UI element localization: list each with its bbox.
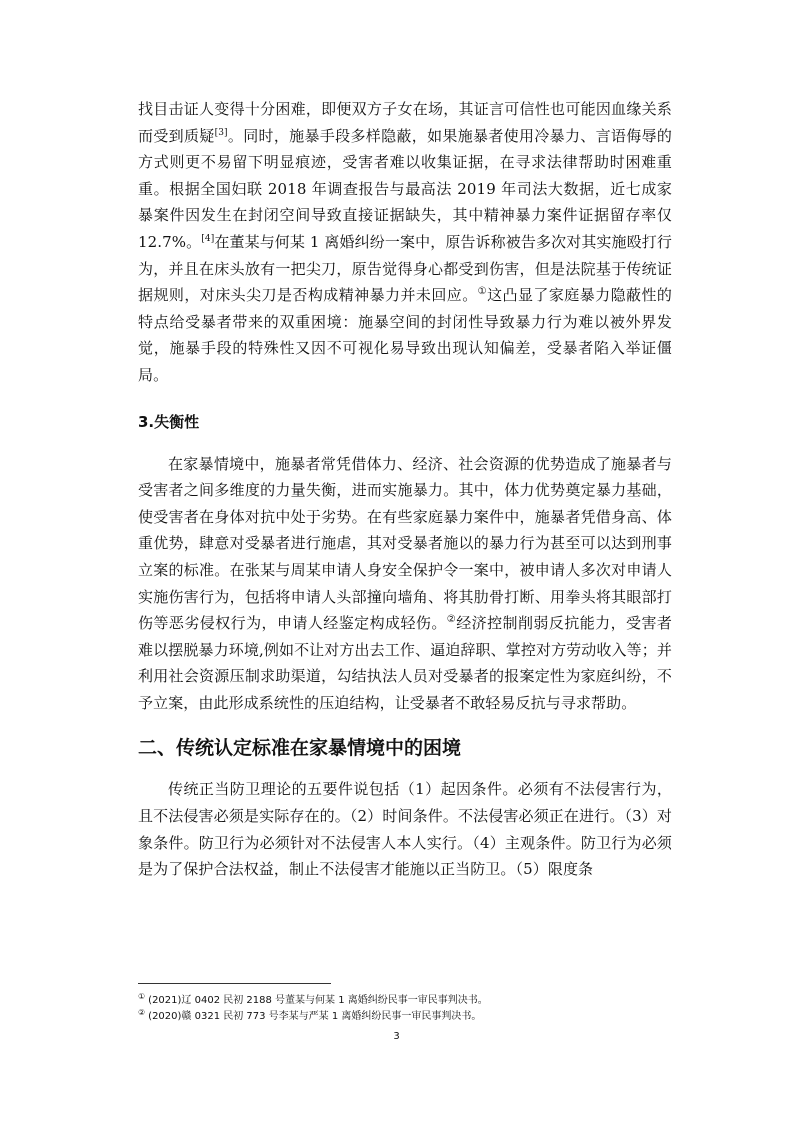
paragraph-text: 在家暴情境中，施暴者常凭借体力、经济、社会资源的优势造成了施暴者与受害者之间多维度的力量失衡，进而实施暴力。其中，体力优势奠定暴力基础，使受害者在身体对抗中处于劣势。在有些家庭暴力案件中，施暴者凭借身高、体重优势，肆意对受暴者进行施虐，其对受暴者施以的暴力行为甚至可以达到刑事立案的标准。在张某与周某申请人身安全保护令一案中，被申请人多次对申请人实施伤害行为，包括将申请人头部撞向墙角、将其肋骨打断、用拳头将其眼部打伤等恶劣侵权行为，申请人经鉴定构成轻伤。 bbox=[138, 454, 672, 633]
footnote bbox=[138, 1009, 672, 1025]
footnote bbox=[138, 993, 672, 1009]
footnotes bbox=[138, 993, 672, 1025]
footnote-mark: ② bbox=[138, 1007, 146, 1017]
paragraph-text: 找目击证人变得十分困难，即便双方子女在场，其证言可信性也可能因血缘关系而受到质疑 bbox=[138, 100, 672, 145]
citation-ref: [3] bbox=[214, 127, 228, 138]
paragraph-text: 在董某与何某 1 离婚纠纷一案中，原告诉称被告多次对其实施殴打行为，并且在床头放有一把尖刀，原告觉得身心都受到伤害，但是法院基于传统证据规则，对床头尖刀是否构成精神暴力并未回应。 bbox=[138, 232, 672, 305]
footnote-text: (2020)赣 0321 民初 773 号李某与严某 1 离婚纠纷民事一审民事判决书。 bbox=[148, 1011, 482, 1022]
page-number: 3 bbox=[393, 1031, 400, 1042]
subheading: 3.失衡性 bbox=[138, 412, 200, 431]
page-body bbox=[138, 96, 672, 883]
footnote-text: (2021)辽 0402 民初 2188 号董某与何某 1 离婚纠纷民事一审民事判决书。 bbox=[148, 995, 488, 1006]
body-paragraph-1 bbox=[138, 96, 672, 389]
section-heading: 二、传统认定标准在家暴情境中的困境 bbox=[138, 737, 462, 760]
footnote-divider bbox=[138, 983, 331, 984]
footnote-mark: ① bbox=[138, 991, 146, 1001]
footnote-ref: ② bbox=[446, 614, 457, 626]
paragraph-text: 这凸显了家庭暴力隐蔽性的特点给受暴者带来的双重困境：施暴空间的封闭性导致暴力行为难以被外界发觉，施暴手段的特殊性又因不可视化易导致出现认知偏差，受暴者陷入举证僵局。 bbox=[138, 286, 672, 384]
body-paragraph-2 bbox=[138, 451, 672, 717]
paragraph-text: 。同时，施暴手段多样隐蔽，如果施暴者使用冷暴力、言语侮辱的方式则更不易留下明显痕迹，受害者难以收集证据，在寻求法律帮助时困难重重。根据全国妇联 2018 年调查报告与最高法 2019 年司法大数据，近七成家暴案件因发生在封闭空间导致直接证据缺失，其中精神暴力案件证据留存率仅 12.7%。 bbox=[138, 126, 672, 251]
paragraph-text: 经济控制削弱反抗能力，受害者难以摆脱暴力环境,例如不让对方出去工作、逼迫辞职、掌控对方劳动收入等；并利用社会资源压制求助渠道，勾结执法人员对受暴者的报案定性为家庭纠纷，不予立案，由此形成系统性的压迫结构，让受暴者不敢轻易反抗与寻求帮助。 bbox=[138, 614, 672, 712]
footnote-ref: ① bbox=[477, 286, 488, 298]
citation-ref: [4] bbox=[201, 233, 215, 244]
body-paragraph-3: 传统正当防卫理论的五要件说包括（1）起因条件。必须有不法侵害行为，且不法侵害必须是实际存在的。（2）时间条件。不法侵害必须正在进行。（3）对象条件。防卫行为必须针对不法侵害人本人实行。（4）主观条件。防卫行为必须是为了保护合法权益，制止不法侵害才能施以正当防卫。（5）限度条 bbox=[138, 780, 672, 879]
